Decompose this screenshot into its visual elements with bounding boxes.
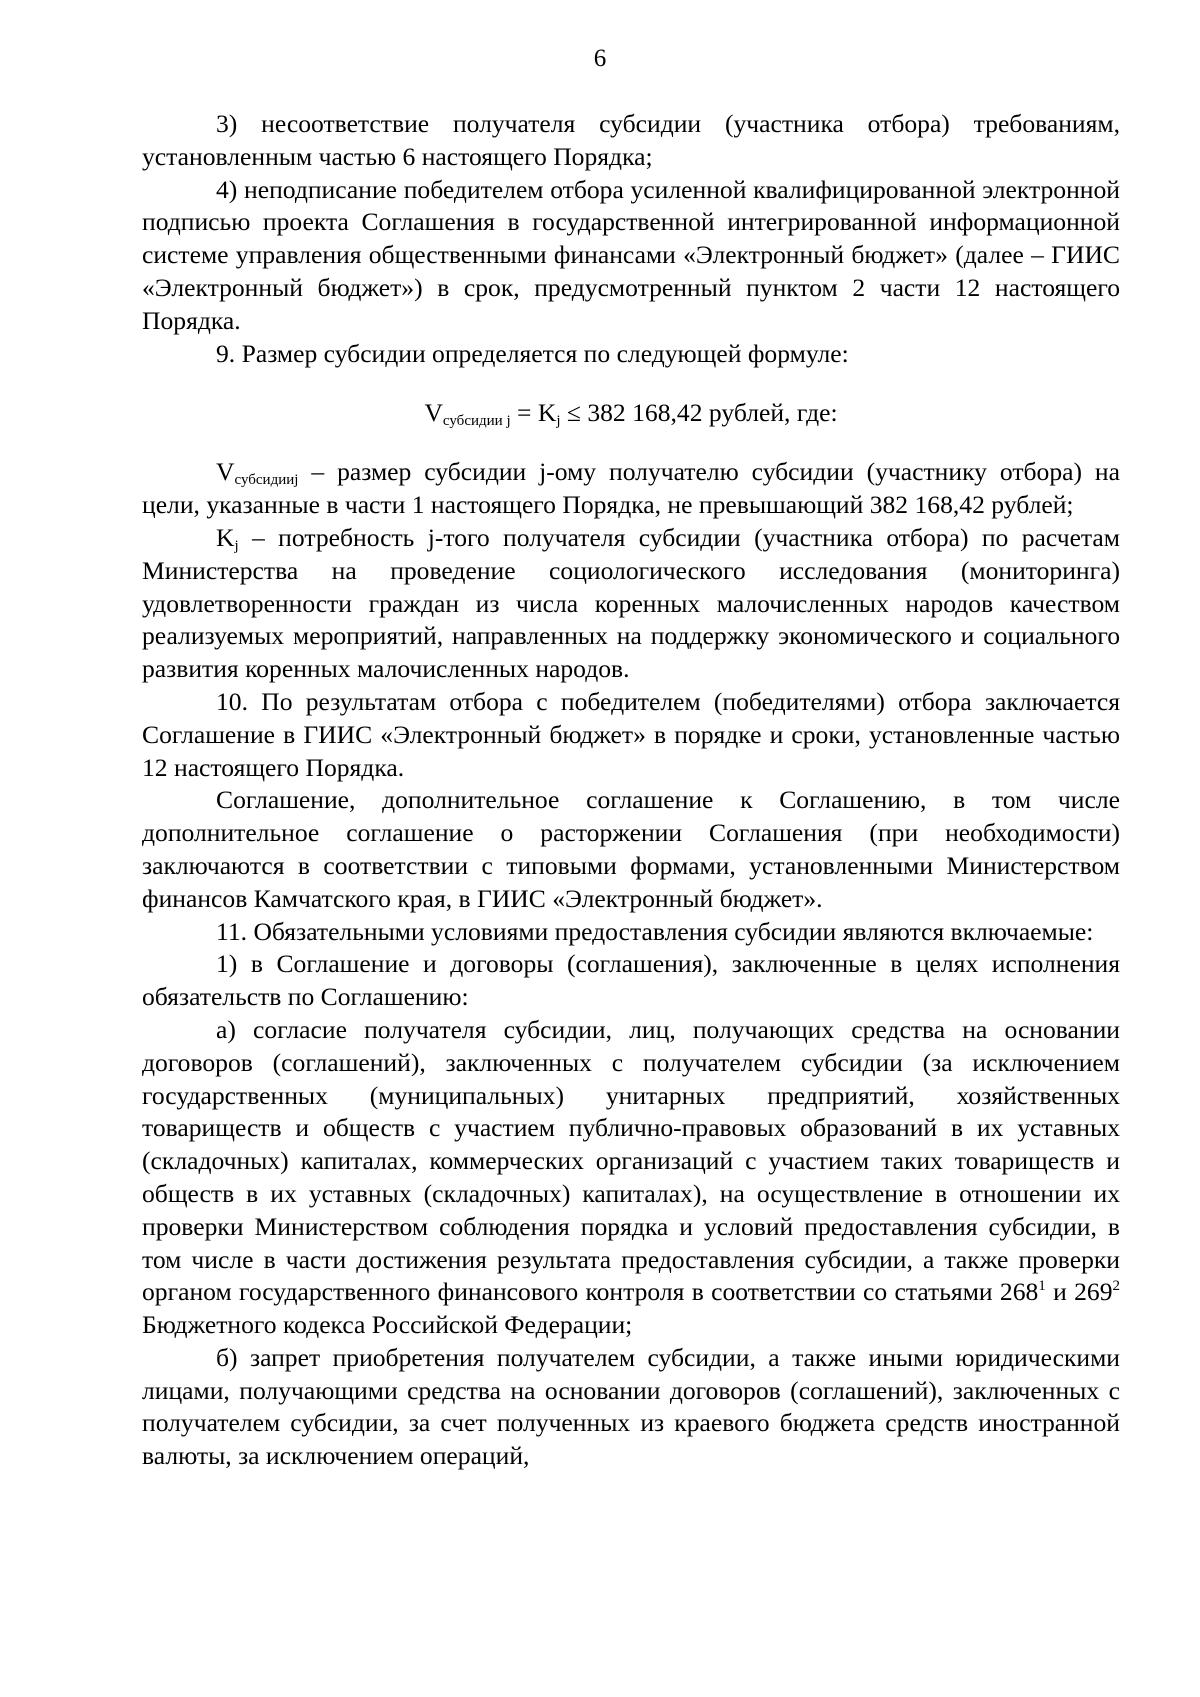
paragraph-10: 10. По результатам отбора с победителем (победителями) отбора заключается Соглашение в ГИИС «Электронный бюджет» в порядке и сроки, установленные частью 12 настоящего Порядка. [142,686,1120,782]
p11a-mid: и 269 [1045,1277,1113,1307]
formula-v-subscript: субсидии j [442,413,511,430]
formula-rest: ≤ 382 168,42 рублей, где: [560,398,838,428]
paragraph-11: 11. Обязательными условиями предоставления субсидии являются включаемые: [216,916,1094,946]
paragraph-11-1-b: б) запрет приобретения получателем субсидии, а также иными юридическими лицами, получающими средства на основании договоров (соглашений), заключенных с получателем субсидии, за счет полученных из краевого бюджета средств иностранной валюты, за исключением операций, [142,1342,1120,1471]
page-number: 6 [593,45,607,72]
paragraph-agreement: Соглашение, дополнительное соглашение к Соглашению, в том числе дополнительное соглашение о расторжении Соглашения (при необходимости) заключаются в соответствии с типовыми формами, установленными Министерством финансов Камчатского края, в ГИИС «Электронный бюджет». [142,785,1120,913]
def-v-subscript: субсидииj [234,472,299,489]
def-k-symbol: K [216,522,235,552]
def-k-text: – потребность j-того получателя субсидии (участника отбора) по расчетам Министерства на проведение социологического исследования (мониторинга) удовлетворенности граждан из числа коренных малочисленных народов качеством реализуемых мероприятий, направленных на поддержку экономического и социального развития коренных малочисленных народов. [142,522,1120,684]
def-k-subscript: j [234,537,239,554]
definition-v [142,456,1120,522]
paragraph-item-4: 4) неподписание победителем отбора усиленной квалифицированной электронной подписью проекта Соглашения в государственной интегрированной информационной системе управления общественными финансами «Электронный бюджет» (далее – ГИИС «Электронный бюджет») в срок, предусмотренный пунктом 2 части 12 настоящего Порядка. [142,174,1120,335]
paragraph-9: 9. Размер субсидии определяется по следующей формуле: [216,338,849,368]
formula-eq-k: = K [510,398,557,428]
subsidy-formula [142,388,1120,438]
p11a-text-before: а) согласие получателя субсидии, лиц, получающих средства на основании договоров (соглашений), заключенных с получателем субсидии (за исключением государственных (муниципальных) унитарных предприятий, хозяйственных товариществ и обществ с участием публично-правовых образований в их уставных (складочных) капиталах, коммерческих организаций с участием таких товариществ и обществ в их уставных (складочных) капиталах), на осуществление в отношении их проверки Министерством соблюдения порядка и условий предоставления субсидии, в том числе в части достижения результата предоставления субсидии, а также проверки органом государственного финансового контроля в соответствии со статьями 268 [142,1014,1120,1307]
formula-v: V [424,398,443,428]
def-v-symbol: V [216,457,235,487]
document-body [142,108,1120,1473]
definition-k [142,522,1120,686]
paragraph-item-3: 3) несоответствие получателя субсидии (участника отбора) требованиям, установленным частью 6 настоящего Порядка; [142,109,1120,171]
def-v-text: – размер субсидии j-ому получателю субсидии (участнику отбора) на цели, указанные в части 1 настоящего Порядка, не превышающий 382 168,42 рублей; [142,457,1120,520]
paragraph-11-1-a [142,1014,1120,1342]
formula-k-subscript: j [556,413,561,430]
p11a-sup-2: 2 [1112,1278,1120,1295]
paragraph-11-1: 1) в Соглашение и договоры (соглашения), заключенные в целях исполнения обязательств по Соглашению: [142,949,1120,1012]
p11a-text-after: Бюджетного кодекса Российской Федерации; [142,1310,633,1340]
p11a-sup-1: 1 [1038,1278,1046,1295]
